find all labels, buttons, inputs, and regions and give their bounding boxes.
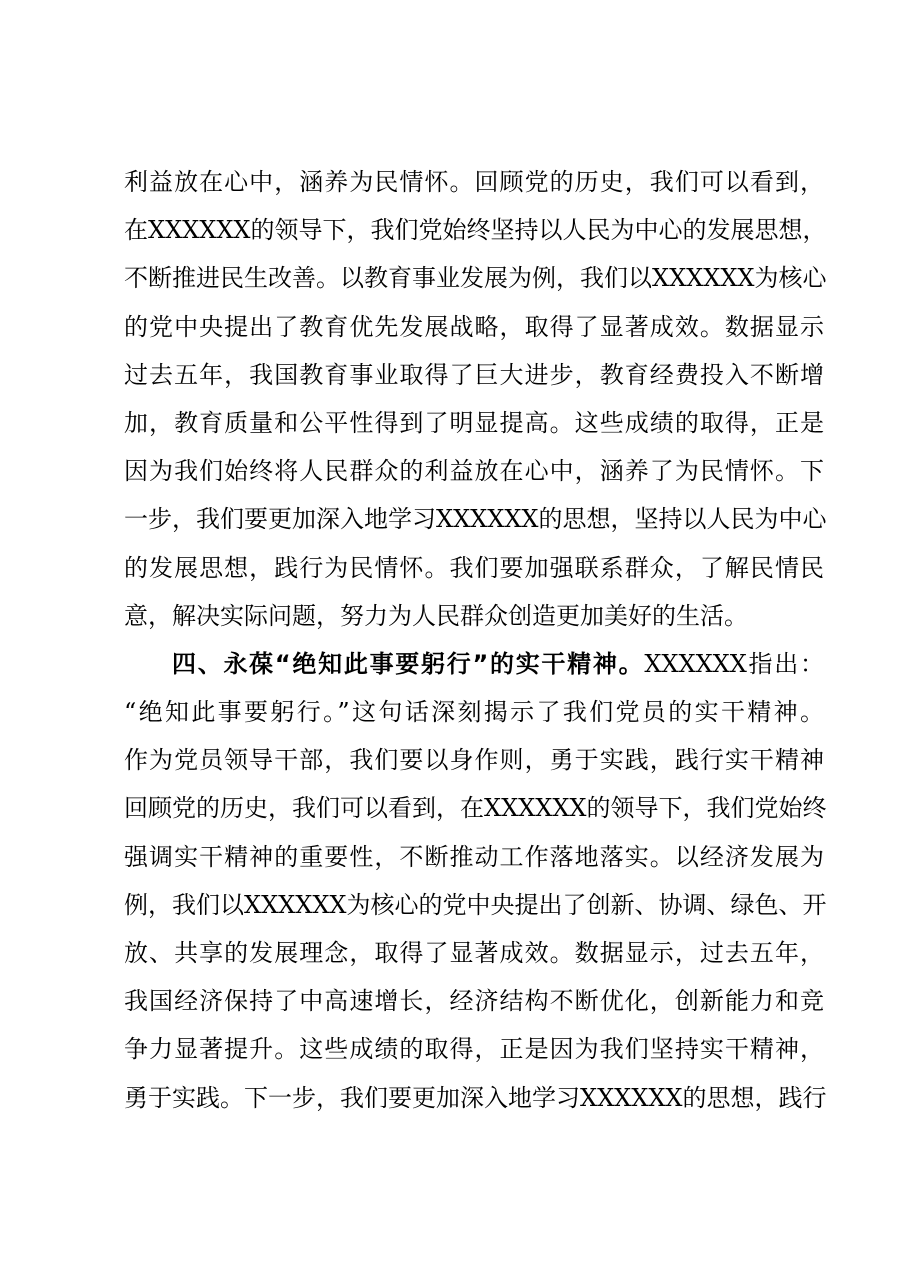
paragraph-line: 利益放在心中，涵养为民情怀。回顾党的历史，我们可以看到，	[124, 168, 824, 196]
paragraph-line: 不断推进民生改善。以教育事业发展为例，我们以XXXXXX为核心	[124, 264, 827, 293]
paragraph-line: 争力显著提升。这些成绩的取得，正是因为我们坚持实干精神，	[124, 1035, 824, 1064]
paragraph-line: 过去五年，我国教育事业取得了巨大进步，教育经费投入不断增	[124, 360, 824, 389]
paragraph-line: 的党中央提出了教育优先发展战略，取得了显著成效。数据显示	[124, 312, 824, 341]
paragraph-line: 一步，我们要更加深入地学习XXXXXX的思想，坚持以人民为中心	[124, 505, 827, 534]
paragraph-line: 我国经济保持了中高速增长，经济结构不断优化，创新能力和竞	[124, 987, 824, 1016]
paragraph-line: 意，解决实际问题，努力为人民群众创造更加美好的生活。	[124, 601, 748, 630]
section-heading-tail: XXXXXX指出：	[644, 649, 825, 678]
paragraph-line: 回顾党的历史，我们可以看到，在XXXXXX的领导下，我们党始终	[124, 794, 827, 823]
paragraph-line: 因为我们始终将人民群众的利益放在心中，涵养了为民情怀。下	[124, 457, 824, 486]
section-heading-line	[124, 640, 824, 688]
paragraph-line: 勇于实践。下一步，我们要更加深入地学习XXXXXX的思想，践行	[124, 1083, 827, 1112]
body-text	[124, 158, 827, 1122]
paragraph-line: 在XXXXXX的领导下，我们党始终坚持以人民为中心的发展思想，	[124, 216, 827, 245]
paragraph-line: 放、共享的发展理念，取得了显著成效。数据显示，过去五年，	[124, 939, 824, 967]
paragraph-line: 的发展思想，践行为民情怀。我们要加强联系群众，了解民情民	[124, 553, 824, 582]
paragraph-line: 强调实干精神的重要性，不断推动工作落地落实。以经济发展为	[124, 842, 824, 871]
section-heading: 四、永葆“绝知此事要躬行”的实干精神。	[172, 649, 645, 678]
paragraph-line: “绝知此事要躬行。”这句话深刻揭示了我们党员的实干精神。	[124, 698, 824, 727]
paragraph-line: 例，我们以XXXXXX为核心的党中央提出了创新、协调、绿色、开	[124, 890, 827, 919]
paragraph-line: 作为党员领导干部，我们要以身作则，勇于实践，践行实干精神	[124, 746, 824, 775]
paragraph-line: 加，教育质量和公平性得到了明显提高。这些成绩的取得，正是	[124, 408, 824, 437]
